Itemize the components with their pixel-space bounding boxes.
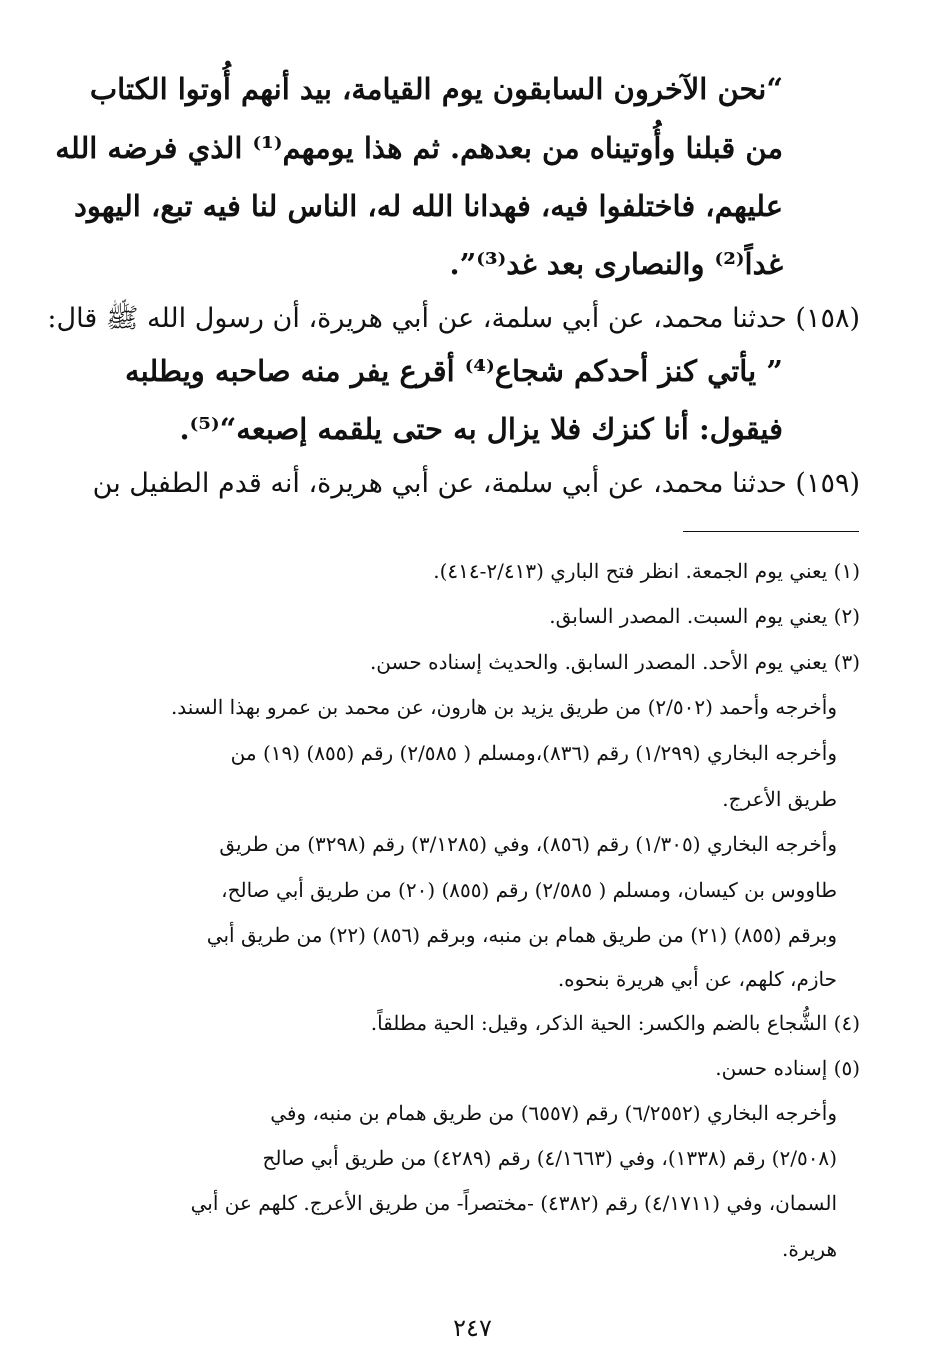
footnote-line: وبرقم (٨٥٥) (٢١) من طريق همام بن منبه، وبرقم (٨٥٦) (٢٢) من طريق أبي <box>206 923 837 947</box>
main-text-line: غداً⁽²⁾ والنصارى بعد غد⁽³⁾”. <box>449 247 783 281</box>
main-text-line: من قبلنا وأُوتيناه من بعدهم. ثم هذا يومهم⁽¹⁾ الذي فرضه الله <box>55 131 783 165</box>
footnote-line: حازم، كلهم، عن أبي هريرة بنحوه. <box>557 967 837 991</box>
main-text-line: فيقول: أنا كنزك فلا يزال به حتى يلقمه إصبعه“⁽⁵⁾. <box>179 412 783 446</box>
main-text-line: عليهم، فاختلفوا فيه، فهدانا الله له، الناس لنا فيه تبع، اليهود <box>73 189 783 223</box>
footnote-line: وأخرجه وأحمد (٢/٥٠٢) من طريق يزيد بن هارون، عن محمد بن عمرو بهذا السند. <box>170 695 837 719</box>
footnote-line: السمان، وفي (٤/١٧١١) رقم (٤٣٨٢) -مختصراً- من طريق الأعرج. كلهم عن أبي <box>190 1191 837 1215</box>
footnote-line: طاووس بن كيسان، ومسلم ( ٢/٥٨٥) رقم (٨٥٥) (٢٠) من طريق أبي صالح، <box>221 878 837 902</box>
footnote-4: (٤) الشُّجاع بالضم والكسر: الحية الذكر، وقيل: الحية مطلقاً. <box>370 1011 860 1035</box>
footnote-line: طريق الأعرج. <box>722 787 837 811</box>
main-text-line: “نحن الآخرون السابقون يوم القيامة، بيد أنهم أُوتوا الكتاب <box>89 72 783 106</box>
footnote-line: وأخرجه البخاري (٦/٢٥٥٢) رقم (٦٥٥٧) من طريق همام بن منبه، وفي <box>270 1101 837 1125</box>
footnote-5: (٥) إسناده حسن. <box>715 1056 860 1080</box>
hadith-chain-159: (١٥٩) حدثنا محمد، عن أبي سلمة، عن أبي هريرة، أنه قدم الطفيل بن <box>92 468 860 499</box>
footnote-3: (٣) يعني يوم الأحد. المصدر السابق. والحديث إسناده حسن. <box>369 650 860 674</box>
page-number: ٢٤٧ <box>453 1314 492 1342</box>
footnote-line: (٢/٥٠٨) رقم (١٣٣٨)، وفي (٤/١٦٦٣) رقم (٤٢٨٩) من طريق أبي صالح <box>262 1146 837 1170</box>
footnote-1: (١) يعني يوم الجمعة. انظر فتح الباري (٢/٤١٣-٤١٤). <box>433 559 860 583</box>
hadith-chain-158: (١٥٨) حدثنا محمد، عن أبي سلمة، عن أبي هريرة، أن رسول الله ﷺ قال: <box>47 303 860 334</box>
footnote-2: (٢) يعني يوم السبت. المصدر السابق. <box>549 604 860 628</box>
footnote-line: وأخرجه البخاري (١/٢٩٩) رقم (٨٣٦)،ومسلم ( ٢/٥٨٥) رقم (٨٥٥) (١٩) من <box>230 741 837 765</box>
footnote-line: هريرة. <box>781 1237 837 1261</box>
footnote-separator <box>683 531 859 532</box>
footnote-line: وأخرجه البخاري (١/٣٠٥) رقم (٨٥٦)، وفي (٣/١٢٨٥) رقم (٣٢٩٨) من طريق <box>219 832 837 856</box>
main-text-line: ” يأتي كنز أحدكم شجاع⁽⁴⁾ أقرع يفر منه صاحبه ويطلبه <box>125 354 783 388</box>
